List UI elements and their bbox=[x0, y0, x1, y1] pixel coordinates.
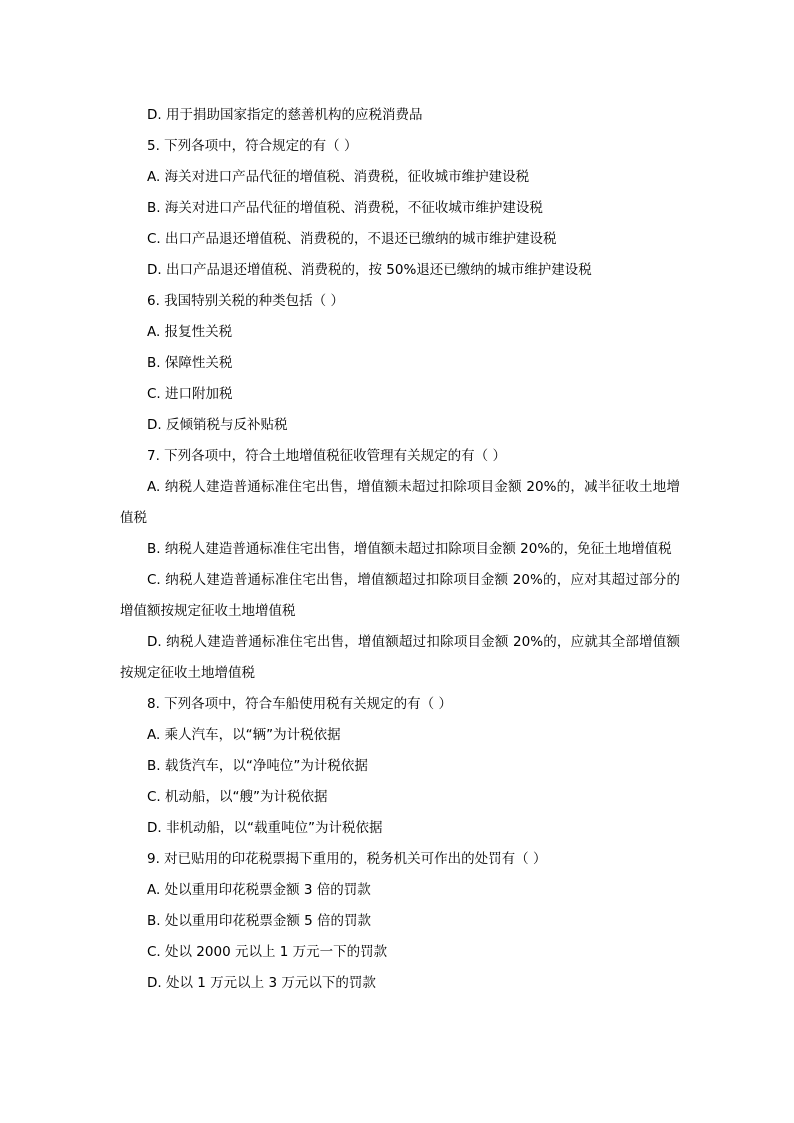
option-9a: A. 处以重用印花税票金额 3 倍的罚款 bbox=[147, 882, 371, 898]
option-7c: C. 纳税人建造普通标准住宅出售，增值额超过扣除项目金额 20%的，应对其超过部分的增值额按规定征收土地增值税 bbox=[120, 572, 680, 619]
option-5c: C. 出口产品退还增值税、消费税的，不退还已缴纳的城市维护建设税 bbox=[147, 231, 557, 247]
question-7: 7. 下列各项中，符合土地增值税征收管理有关规定的有（ ） bbox=[147, 448, 506, 464]
option-6b: B. 保障性关税 bbox=[147, 355, 233, 371]
option-7b: B. 纳税人建造普通标准住宅出售，增值额未超过扣除项目金额 20%的，免征土地增值税 bbox=[147, 541, 672, 557]
option-8c: C. 机动船，以“艘”为计税依据 bbox=[147, 789, 328, 805]
option-7a: A. 纳税人建造普通标准住宅出售，增值额未超过扣除项目金额 20%的，减半征收土地增值税 bbox=[120, 479, 680, 526]
option-9b: B. 处以重用印花税票金额 5 倍的罚款 bbox=[147, 913, 372, 929]
option-8a: A. 乘人汽车，以“辆”为计税依据 bbox=[147, 727, 341, 743]
option-8b: B. 载货汽车，以“净吨位”为计税依据 bbox=[147, 758, 368, 774]
option-8d: D. 非机动船，以“载重吨位”为计税依据 bbox=[147, 820, 383, 836]
option-7d: D. 纳税人建造普通标准住宅出售，增值额超过扣除项目金额 20%的，应就其全部增值额按规定征收土地增值税 bbox=[120, 634, 680, 681]
question-5: 5. 下列各项中，符合规定的有（ ） bbox=[147, 138, 358, 154]
option-9d: D. 处以 1 万元以上 3 万元以下的罚款 bbox=[147, 975, 376, 991]
document-body bbox=[120, 100, 680, 999]
option-5a: A. 海关对进口产品代征的增值税、消费税，征收城市维护建设税 bbox=[147, 169, 530, 185]
option-6a: A. 报复性关税 bbox=[147, 324, 233, 340]
option-9c: C. 处以 2000 元以上 1 万元一下的罚款 bbox=[147, 944, 388, 960]
option-6d: D. 反倾销税与反补贴税 bbox=[147, 417, 288, 433]
question-6: 6. 我国特别关税的种类包括（ ） bbox=[147, 293, 344, 309]
option-5b: B. 海关对进口产品代征的增值税、消费税，不征收城市维护建设税 bbox=[147, 200, 543, 216]
option-5d: D. 出口产品退还增值税、消费税的，按 50%退还已缴纳的城市维护建设税 bbox=[147, 262, 592, 278]
question-9: 9. 对已贴用的印花税票揭下重用的，税务机关可作出的处罚有（ ） bbox=[147, 851, 547, 867]
option-4d: D. 用于捐助国家指定的慈善机构的应税消费品 bbox=[147, 107, 423, 123]
question-8: 8. 下列各项中，符合车船使用税有关规定的有（ ） bbox=[147, 696, 452, 712]
option-6c: C. 进口附加税 bbox=[147, 386, 233, 402]
